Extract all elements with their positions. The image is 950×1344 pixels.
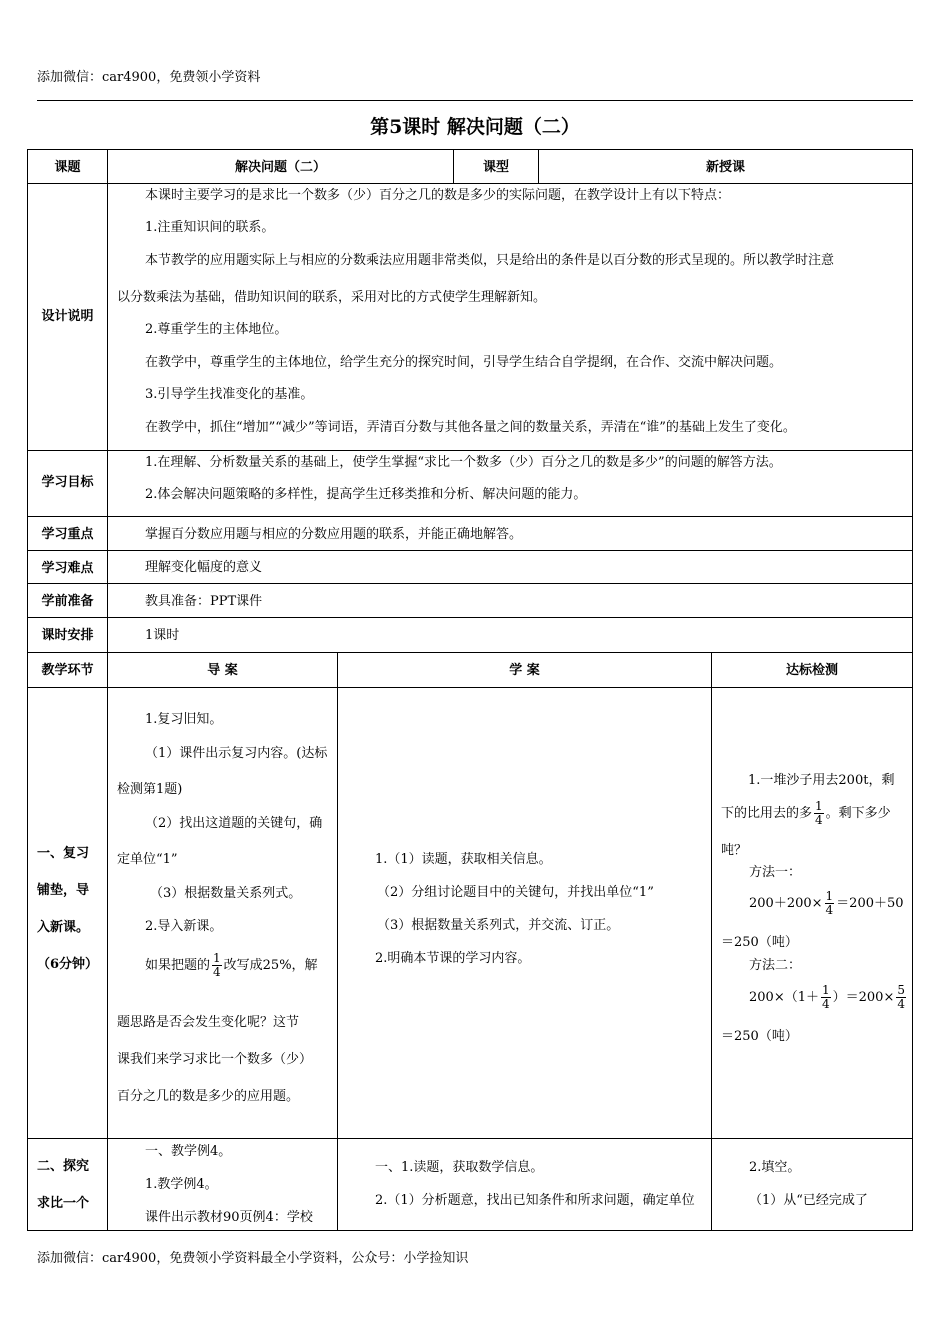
sec1-guide-line: （3）根据数量关系列式。 <box>150 886 302 901</box>
cell-prep-label: 学前准备 <box>27 583 108 618</box>
fraction: $\frac{5}{4}$ <box>897 983 905 1011</box>
sec1-guide-line: （2）找出这道题的关键句，确 <box>145 816 323 831</box>
design-line: 以分数乘法为基础，借助知识间的联系，采用对比的方式使学生理解新知。 <box>117 290 547 305</box>
sec1-guide-line: （1）课件出示复习内容。(达标 <box>145 746 328 761</box>
cell-difficulty-label: 学习难点 <box>27 550 108 584</box>
cell-topic: 解决问题（二） <box>107 149 454 184</box>
fraction: $\frac{1}{4}$ <box>821 983 830 1011</box>
design-line: 本课时主要学习的是求比一个数多（少）百分之几的数是多少的实际问题，在教学设计上有以下特点： <box>145 188 731 203</box>
sec1-guide-line: 百分之几的数是多少的应用题。 <box>117 1089 300 1104</box>
sec1-guide-line: 题思路是否会发生变化呢？这节 <box>117 1015 300 1030</box>
design-line: 在教学中，抓住“增加”“减少”等词语，弄清百分数与其他各量之间的数量关系，弄清在“谁”的基础上发生了变化。 <box>145 420 796 435</box>
sec2-study-line: 2.（1）分析题意，找出已知条件和所求问题，确定单位 <box>375 1193 695 1208</box>
sec1-check-line: ＝250（吨） <box>721 935 798 950</box>
goal-line: 2.体会解决问题策略的多样性，提高学生迁移类推和分析、解决问题的能力。 <box>145 487 587 502</box>
cell-goals-label: 学习目标 <box>27 450 108 517</box>
cell-schedule-text: 1课时 <box>107 617 913 653</box>
sec2-guide-line: 一、教学例4。 <box>145 1144 232 1159</box>
sec1-guide-line: 1.复习旧知。 <box>145 712 223 727</box>
cell-key-label: 学习重点 <box>27 516 108 551</box>
goal-line: 1.在理解、分析数量关系的基础上，使学生掌握“求比一个数多（少）百分之几的数是多少”的问题的解答方法。 <box>145 455 782 470</box>
sec2-guide-line: 课件出示教材90页例4：学校 <box>145 1210 313 1225</box>
sec2-check-cell <box>711 1138 913 1231</box>
design-line: 1.注重知识间的联系。 <box>145 220 275 235</box>
sec1-check-line: 方法二： <box>749 958 802 973</box>
sec1-check-line: 200×（1＋ $\frac{1}{4}$ ）＝200× $\frac{5}{4}$ <box>749 983 905 1011</box>
sec1-stage-line: （6分钟） <box>37 957 99 972</box>
design-line: 3.引导学生找准变化的基准。 <box>145 387 314 402</box>
sec1-check-line: 200＋200× $\frac{1}{4}$ ＝200＋50 <box>749 889 904 917</box>
sec1-check-line: 方法一： <box>749 865 802 880</box>
sec1-study-cell <box>337 687 712 1139</box>
fraction: $\frac{1}{4}$ <box>213 951 221 979</box>
sec1-stage-line: 铺垫，导 <box>37 883 90 898</box>
sec2-guide-line: 1.教学例4。 <box>145 1177 218 1192</box>
col-header-study: 学 案 <box>337 652 712 688</box>
page-title: 第5课时 解决问题（二） <box>370 116 580 138</box>
sec1-check-line: 1.一堆沙子用去200t，剩 <box>748 773 895 788</box>
sec2-check-line: （1）从“已经完成了 <box>749 1193 868 1208</box>
sec1-check-line: ＝250（吨） <box>721 1029 798 1044</box>
sec1-stage-line: 入新课。 <box>37 920 90 935</box>
sec1-study-line: （2）分组讨论题目中的关键句，并找出单位“1” <box>377 885 654 900</box>
col-header-guide: 导 案 <box>107 652 338 688</box>
sec1-guide-line: 2.导入新课。 <box>145 919 223 934</box>
header-divider <box>37 100 913 101</box>
cell-key-text: 掌握百分数应用题与相应的分数应用题的联系，并能正确地解答。 <box>107 516 913 551</box>
col-header-stage: 教学环节 <box>27 652 108 688</box>
sec1-check-line: 下的比用去的多 $\frac{1}{4}$ 。剩下多少 <box>721 799 891 827</box>
cell-prep-text: 教具准备：PPT课件 <box>107 583 913 618</box>
sec2-check-line: 2.填空。 <box>749 1160 801 1175</box>
sec1-guide-line: 定单位“1” <box>117 852 178 867</box>
design-line: 在教学中，尊重学生的主体地位，给学生充分的探究时间，引导学生结合自学提纲，在合作、交流中解决问题。 <box>145 355 783 370</box>
sec1-study-line: 1.（1）读题，获取相关信息。 <box>375 852 552 867</box>
cell-topic-label: 课题 <box>27 149 108 184</box>
sec1-guide-line: 检测第1题) <box>117 782 183 797</box>
sec1-guide-line: 课我们来学习求比一个数多（少） <box>117 1052 313 1067</box>
cell-type-label: 课型 <box>453 149 539 184</box>
sec2-study-line: 一、1.读题，获取数学信息。 <box>375 1160 544 1175</box>
page-footer: 添加微信：car4900，免费领小学资料最全小学资料，公众号：小学捡知识 <box>37 1251 469 1266</box>
design-line: 2.尊重学生的主体地位。 <box>145 322 288 337</box>
cell-type: 新授课 <box>538 149 913 184</box>
sec2-stage-cell <box>27 1138 108 1231</box>
fraction: $\frac{1}{4}$ <box>825 889 834 917</box>
sec1-study-line: 2.明确本节课的学习内容。 <box>375 951 531 966</box>
sec2-stage-line: 二、探究 <box>37 1159 90 1174</box>
design-line: 本节教学的应用题实际上与相应的分数乘法应用题非常类似，只是给出的条件是以百分数的形式呈现的。所以教学时注意 <box>145 253 835 268</box>
sec2-study-cell <box>337 1138 712 1231</box>
sec1-guide-line: 如果把题的 $\frac{1}{4}$ 改写成25%，解 <box>145 951 318 979</box>
sec1-study-line: （3）根据数量关系列式，并交流、订正。 <box>377 918 620 933</box>
sec1-stage-line: 一、复习 <box>37 846 90 861</box>
cell-schedule-label: 课时安排 <box>27 617 108 653</box>
page-header: 添加微信：car4900，免费领小学资料 <box>37 70 261 85</box>
cell-difficulty-text: 理解变化幅度的意义 <box>107 550 913 584</box>
sec1-check-line: 吨？ <box>721 843 748 858</box>
cell-design-label: 设计说明 <box>27 183 108 451</box>
sec1-stage-cell <box>27 687 108 1139</box>
fraction: $\frac{1}{4}$ <box>815 799 823 827</box>
sec2-stage-line: 求比一个 <box>37 1196 90 1211</box>
col-header-check: 达标检测 <box>711 652 913 688</box>
